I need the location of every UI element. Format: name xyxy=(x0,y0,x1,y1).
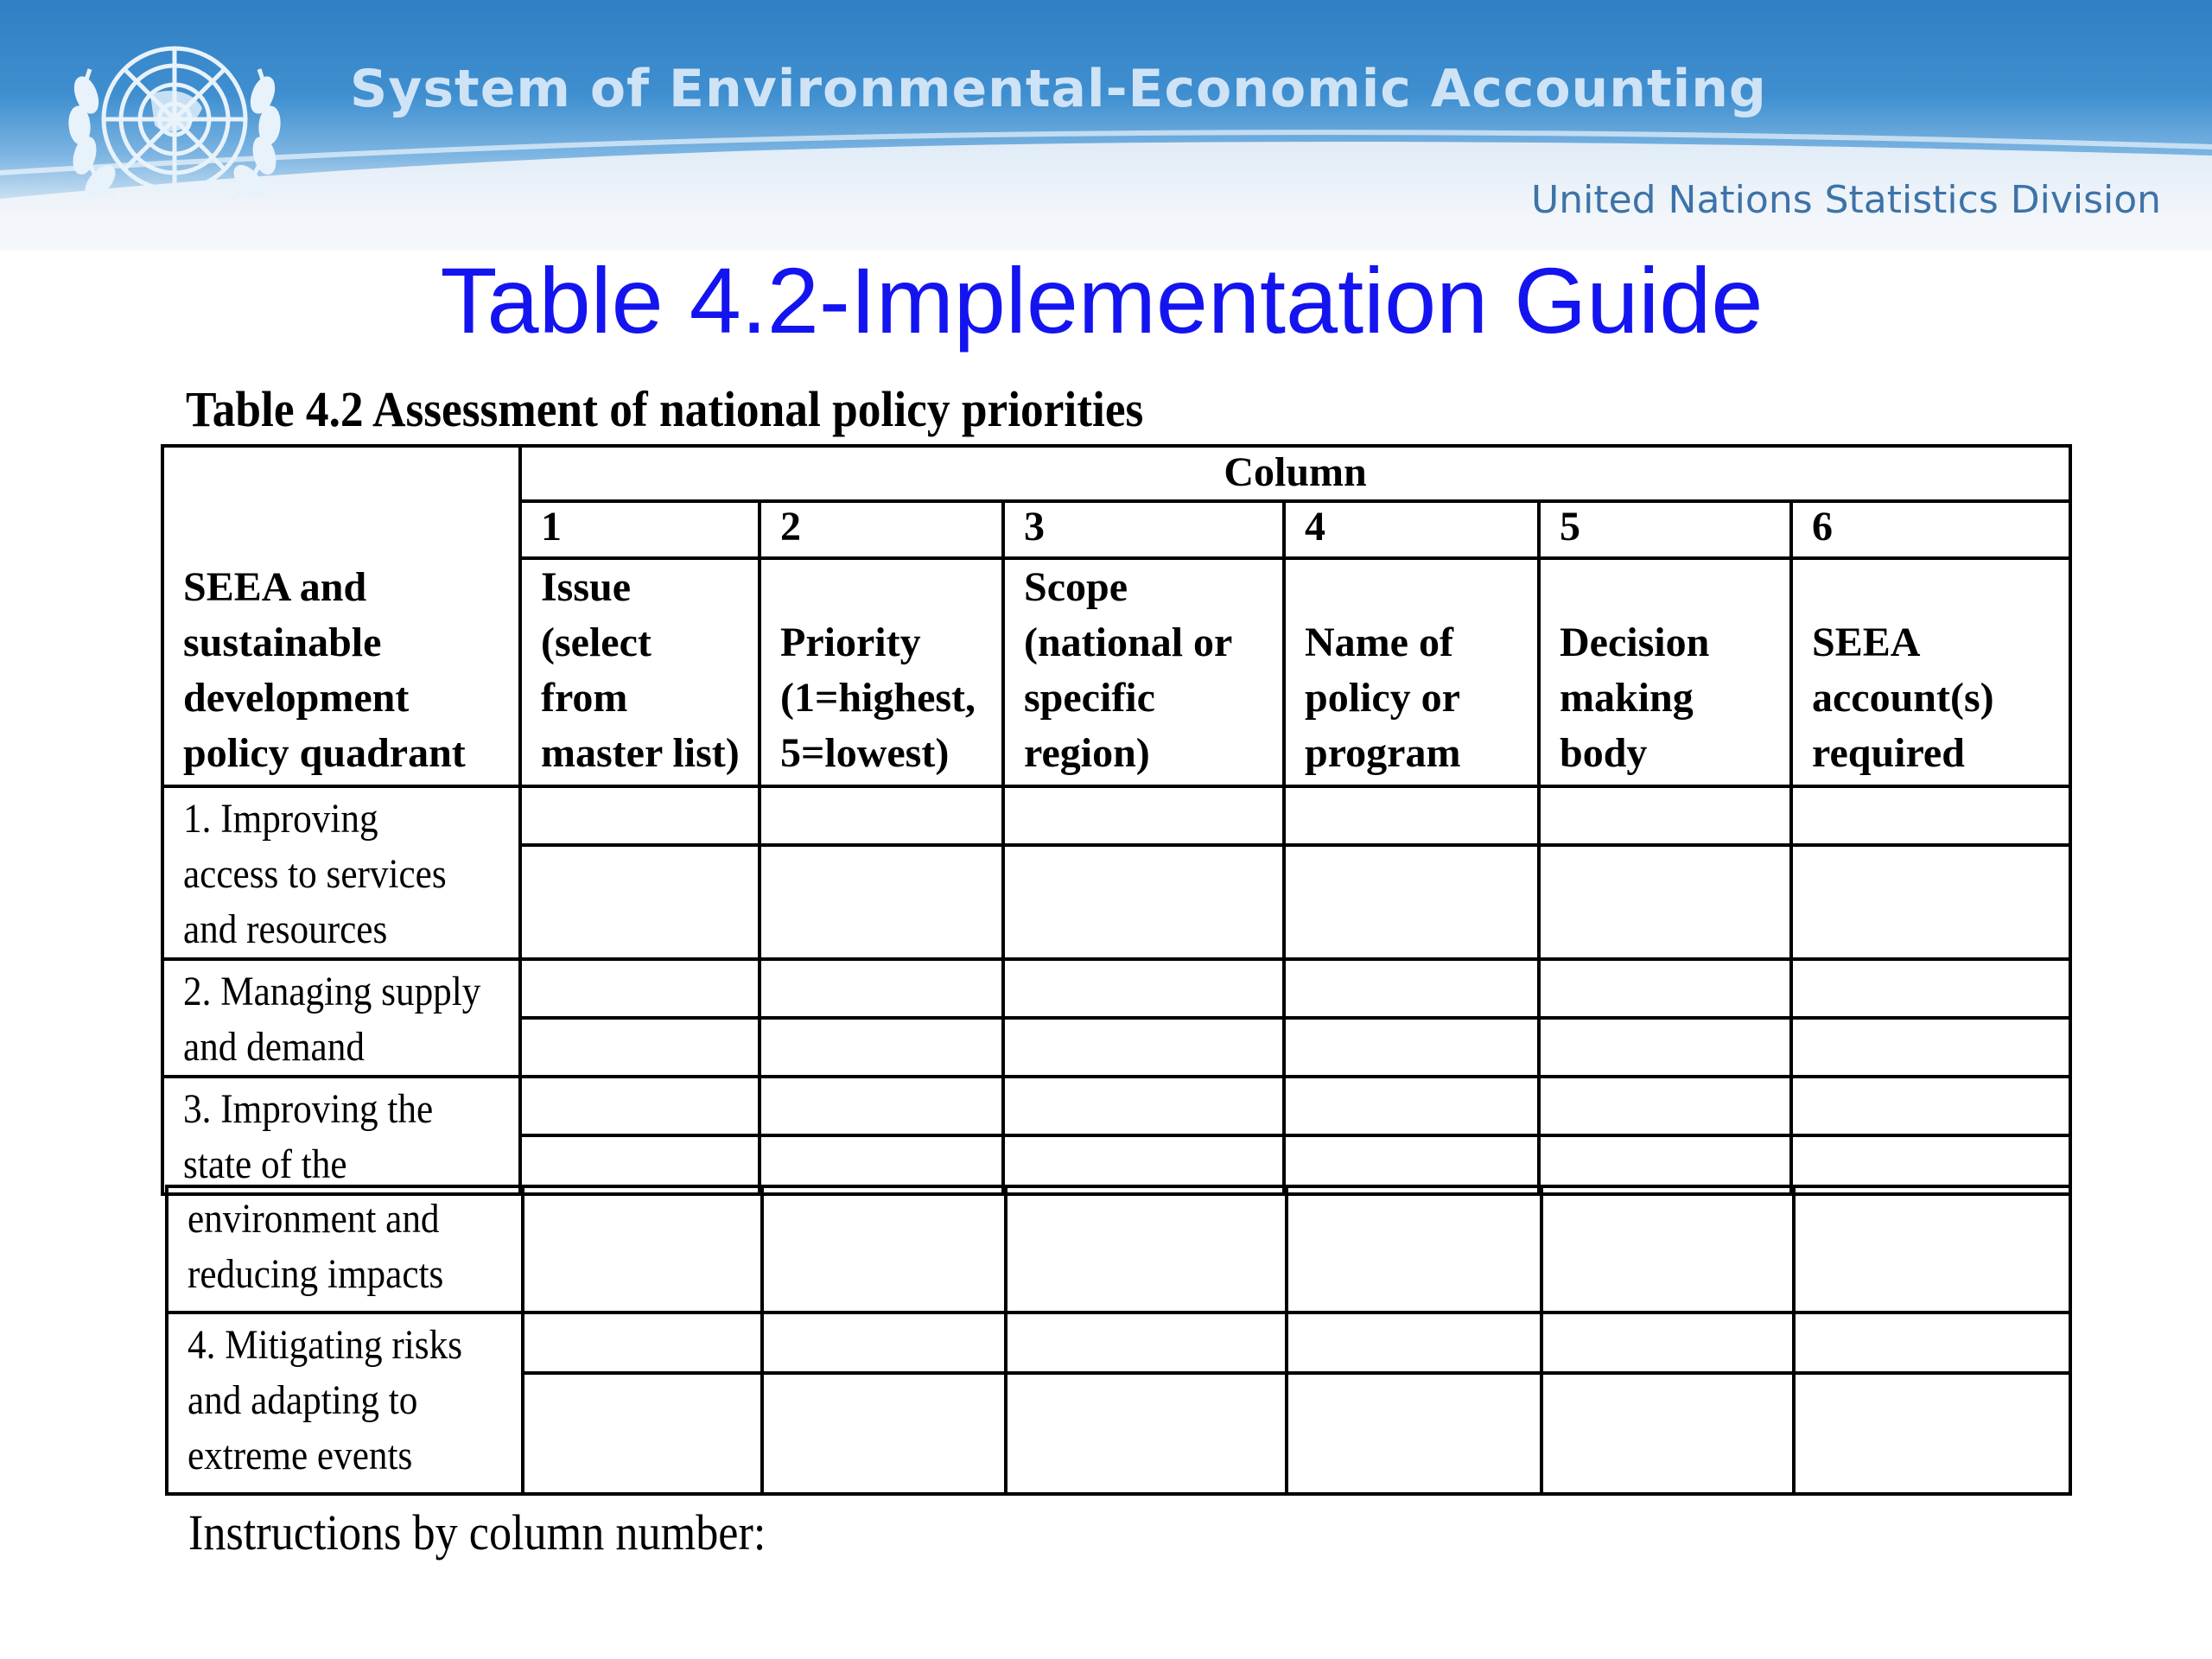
column-header-line: (select xyxy=(541,620,652,665)
table-cell[interactable] xyxy=(760,845,1003,959)
table-cell[interactable] xyxy=(523,1313,762,1373)
banner-title: System of Environmental-Economic Accounting xyxy=(350,59,1767,119)
column-number: 4 xyxy=(1284,501,1539,558)
table-cell[interactable] xyxy=(1003,959,1284,1018)
table-cell[interactable] xyxy=(1539,1077,1791,1135)
table-cell[interactable] xyxy=(1794,1313,2070,1373)
quadrant-line: environment and xyxy=(188,1196,440,1242)
column-header-line: account(s) xyxy=(1812,675,1994,721)
table-cell[interactable] xyxy=(520,845,760,959)
table-cell[interactable] xyxy=(762,1313,1006,1373)
header-banner xyxy=(0,0,2212,251)
table-cell[interactable] xyxy=(1284,1018,1539,1077)
table-cell[interactable] xyxy=(760,1018,1003,1077)
table-cell[interactable] xyxy=(1541,1313,1794,1373)
table-cell[interactable] xyxy=(1284,786,1539,845)
table-cell[interactable] xyxy=(762,1373,1006,1494)
table-cell[interactable] xyxy=(762,1186,1006,1313)
column-header-policy-name xyxy=(1284,558,1539,786)
quadrant-line: state of the xyxy=(183,1141,347,1187)
column-number: 3 xyxy=(1003,501,1284,558)
quadrant-line: 4. Mitigating risks xyxy=(188,1322,463,1368)
table-cell[interactable] xyxy=(1287,1313,1541,1373)
table-cell[interactable] xyxy=(1794,1373,2070,1494)
quadrant-label xyxy=(162,786,520,959)
column-header-priority xyxy=(760,558,1003,786)
table-cell[interactable] xyxy=(1006,1373,1287,1494)
table-row xyxy=(162,959,2070,1018)
table-cell[interactable] xyxy=(1791,786,2070,845)
table-cell[interactable] xyxy=(520,786,760,845)
table-cell[interactable] xyxy=(1541,1186,1794,1313)
column-header-line: policy or xyxy=(1305,675,1460,721)
quadrant-line: 1. Improving xyxy=(183,796,378,842)
column-header-line: specific xyxy=(1024,675,1155,721)
row-header-line: sustainable xyxy=(183,620,382,665)
table-cell[interactable] xyxy=(1284,1077,1539,1135)
quadrant-line: extreme events xyxy=(188,1433,413,1478)
table-cell[interactable] xyxy=(760,786,1003,845)
table-row xyxy=(162,786,2070,845)
column-header-issue xyxy=(520,558,760,786)
table-cell[interactable] xyxy=(1006,1186,1287,1313)
table-cell[interactable] xyxy=(1006,1313,1287,1373)
column-number: 6 xyxy=(1791,501,2070,558)
table-cell[interactable] xyxy=(1539,1018,1791,1077)
quadrant-line: 2. Managing supply xyxy=(183,969,481,1014)
un-emblem-logo xyxy=(64,26,285,219)
column-header-line: Issue xyxy=(541,564,632,610)
quadrant-label xyxy=(162,1077,520,1194)
column-header-line: (1=highest, xyxy=(780,675,976,721)
table-cell[interactable] xyxy=(1541,1373,1794,1494)
table-cell[interactable] xyxy=(1794,1186,2070,1313)
column-number: 5 xyxy=(1539,501,1791,558)
table-row xyxy=(167,1313,2070,1373)
table-cell[interactable] xyxy=(1791,1077,2070,1135)
quadrant-line: 3. Improving the xyxy=(183,1086,434,1132)
table-cell[interactable] xyxy=(1284,959,1539,1018)
row-header-line: policy quadrant xyxy=(183,730,466,776)
column-header-seea-accounts xyxy=(1791,558,2070,786)
table-cell[interactable] xyxy=(523,1373,762,1494)
table-row xyxy=(167,1186,2070,1313)
column-header-line: 5=lowest) xyxy=(780,730,950,776)
column-header-line: program xyxy=(1305,730,1461,776)
column-header-line: master list) xyxy=(541,730,740,776)
column-header-line: from xyxy=(541,675,628,721)
instructions-text: Instructions by column number: xyxy=(188,1504,766,1560)
quadrant-label xyxy=(162,959,520,1077)
table-cell[interactable] xyxy=(1003,845,1284,959)
quadrant-label xyxy=(167,1313,523,1494)
table-cell[interactable] xyxy=(760,959,1003,1018)
column-header-decision-body xyxy=(1539,558,1791,786)
column-header-line: Decision xyxy=(1560,620,1710,665)
table-cell[interactable] xyxy=(1539,845,1791,959)
column-header-line: Scope xyxy=(1024,564,1128,610)
table-cell[interactable] xyxy=(1791,959,2070,1018)
table-cell[interactable] xyxy=(1003,1077,1284,1135)
table-cell[interactable] xyxy=(1003,1018,1284,1077)
table-cell[interactable] xyxy=(520,1018,760,1077)
row-header-label xyxy=(162,446,520,786)
table-cell[interactable] xyxy=(523,1186,762,1313)
quadrant-line: and adapting to xyxy=(188,1377,418,1423)
column-header-scope xyxy=(1003,558,1284,786)
column-number: 1 xyxy=(520,501,760,558)
policy-priorities-table-top xyxy=(161,444,2072,1196)
table-caption: Table 4.2 Assessment of national policy priorities xyxy=(186,381,1144,437)
slide-title: Table 4.2-Implementation Guide xyxy=(440,248,1764,353)
table-cell[interactable] xyxy=(520,959,760,1018)
column-header-line: required xyxy=(1812,730,1965,776)
table-cell[interactable] xyxy=(1287,1186,1541,1313)
column-header-line: body xyxy=(1560,730,1648,776)
table-cell[interactable] xyxy=(760,1077,1003,1135)
row-header-line: SEEA and xyxy=(183,564,367,610)
table-cell[interactable] xyxy=(1284,845,1539,959)
column-header-line: SEEA xyxy=(1812,620,1921,665)
column-group-label: Column xyxy=(520,446,2070,501)
column-header-line: Name of xyxy=(1305,620,1453,665)
column-number: 2 xyxy=(760,501,1003,558)
banner-subtitle: United Nations Statistics Division xyxy=(1531,178,2162,222)
table-cell[interactable] xyxy=(1539,786,1791,845)
table-cell[interactable] xyxy=(1539,959,1791,1018)
table-row xyxy=(162,1077,2070,1135)
quadrant-line: reducing impacts xyxy=(188,1251,444,1297)
table-cell[interactable] xyxy=(1791,845,2070,959)
quadrant-label xyxy=(167,1186,523,1313)
table-cell[interactable] xyxy=(1791,1018,2070,1077)
column-header-line: (national or xyxy=(1024,620,1233,665)
quadrant-line: and resources xyxy=(183,906,388,952)
table-cell[interactable] xyxy=(1003,786,1284,845)
column-header-line: making xyxy=(1560,675,1694,721)
table-cell[interactable] xyxy=(520,1077,760,1135)
table-cell[interactable] xyxy=(1287,1373,1541,1494)
row-header-line: development xyxy=(183,675,410,721)
column-header-line: region) xyxy=(1024,730,1150,776)
column-header-line: Priority xyxy=(780,620,921,665)
quadrant-line: and demand xyxy=(183,1024,365,1070)
quadrant-line: access to services xyxy=(183,851,447,897)
policy-priorities-table-bottom xyxy=(165,1185,2072,1496)
